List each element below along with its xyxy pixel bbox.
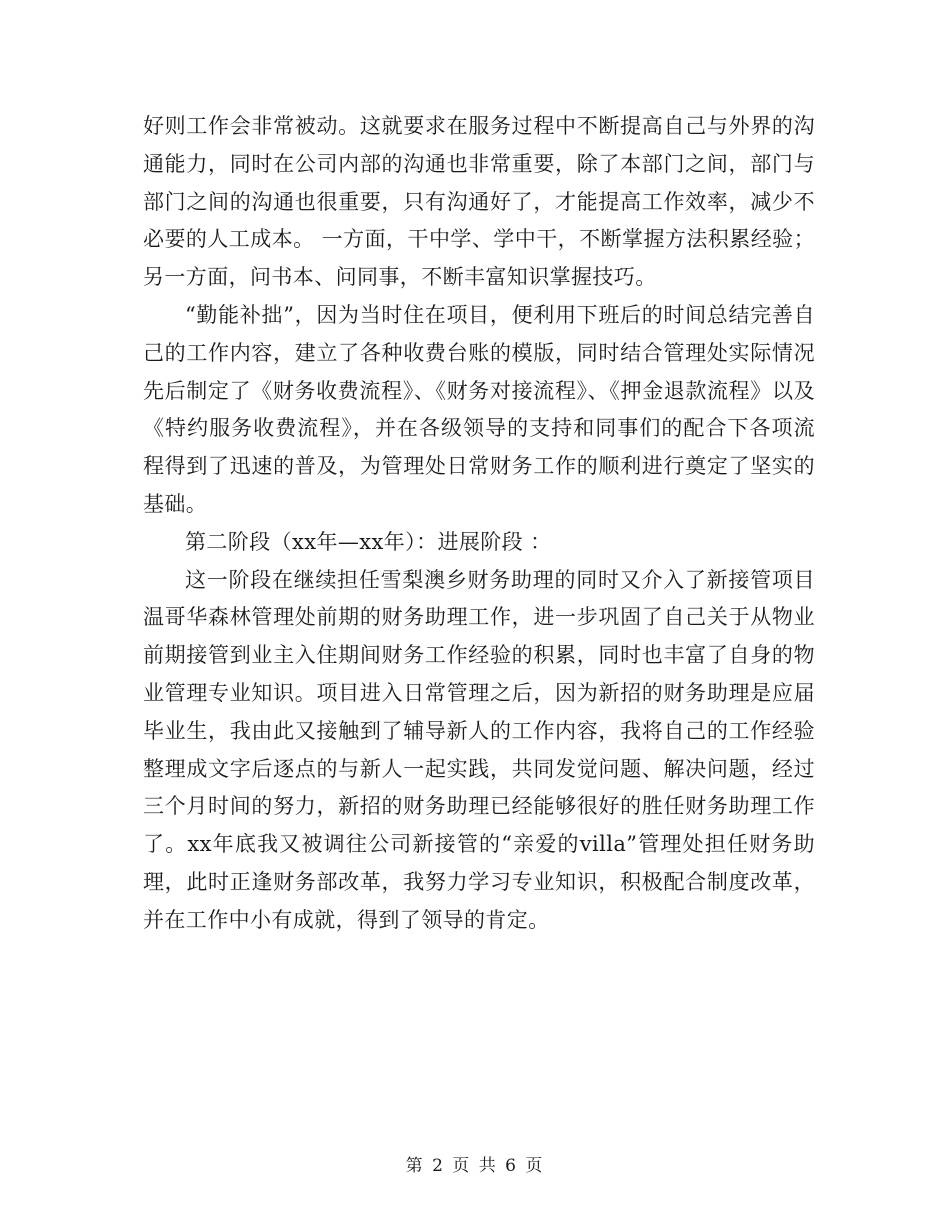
document-body	[143, 108, 815, 940]
paragraph-stage-two: 这一阶段在继续担任雪梨澳乡财务助理的同时又介入了新接管项目温哥华森林管理处前期的财务助理工作，进一步巩固了自己关于从物业前期接管到业主入住期间财务工作经验的积累，同时也丰富了自身的物业管理专业知识。项目进入日常管理之后，因为新招的财务助理是应届毕业生，我由此又接触到了辅导新人的工作内容，我将自己的工作经验整理成文字后逐点的与新人一起实践，共同发觉问题、解决问题，经过三个月时间的努力，新招的财务助理已经能够很好的胜任财务助理工作了。xx年底我又被调往公司新接管的“亲爱的villa”管理处担任财务助理，此时正逢财务部改革，我努力学习专业知识，积极配合制度改革，并在工作中小有成就，得到了领导的肯定。	[143, 567, 815, 932]
paragraph-communication: 好则工作会非常被动。这就要求在服务过程中不断提高自己与外界的沟通能力，同时在公司内部的沟通也非常重要，除了本部门之间，部门与部门之间的沟通也很重要，只有沟通好了，才能提高工作效率，减少不必要的人工成本。 一方面，干中学、学中干，不断掌握方法积累经验；另一方面，问书本、问同事，不断丰富知识掌握技巧。	[143, 114, 815, 290]
page-number-footer: 第 2 页 共 6 页	[405, 1156, 545, 1176]
section-heading-stage-two: 第二阶段（xx年—xx年）：进展阶段 ：	[185, 529, 552, 554]
paragraph-diligence: “勤能补拙”，因为当时住在项目，便利用下班后的时间总结完善自己的工作内容，建立了各种收费台账的模版，同时结合管理处实际情况先后制定了《财务收费流程》、《财务对接流程》、《押金退款流程》以及《特约服务收费流程》，并在各级领导的支持和同事们的配合下各项流程得到了迅速的普及，为管理处日常财务工作的顺利进行奠定了坚实的基础。	[143, 302, 815, 516]
